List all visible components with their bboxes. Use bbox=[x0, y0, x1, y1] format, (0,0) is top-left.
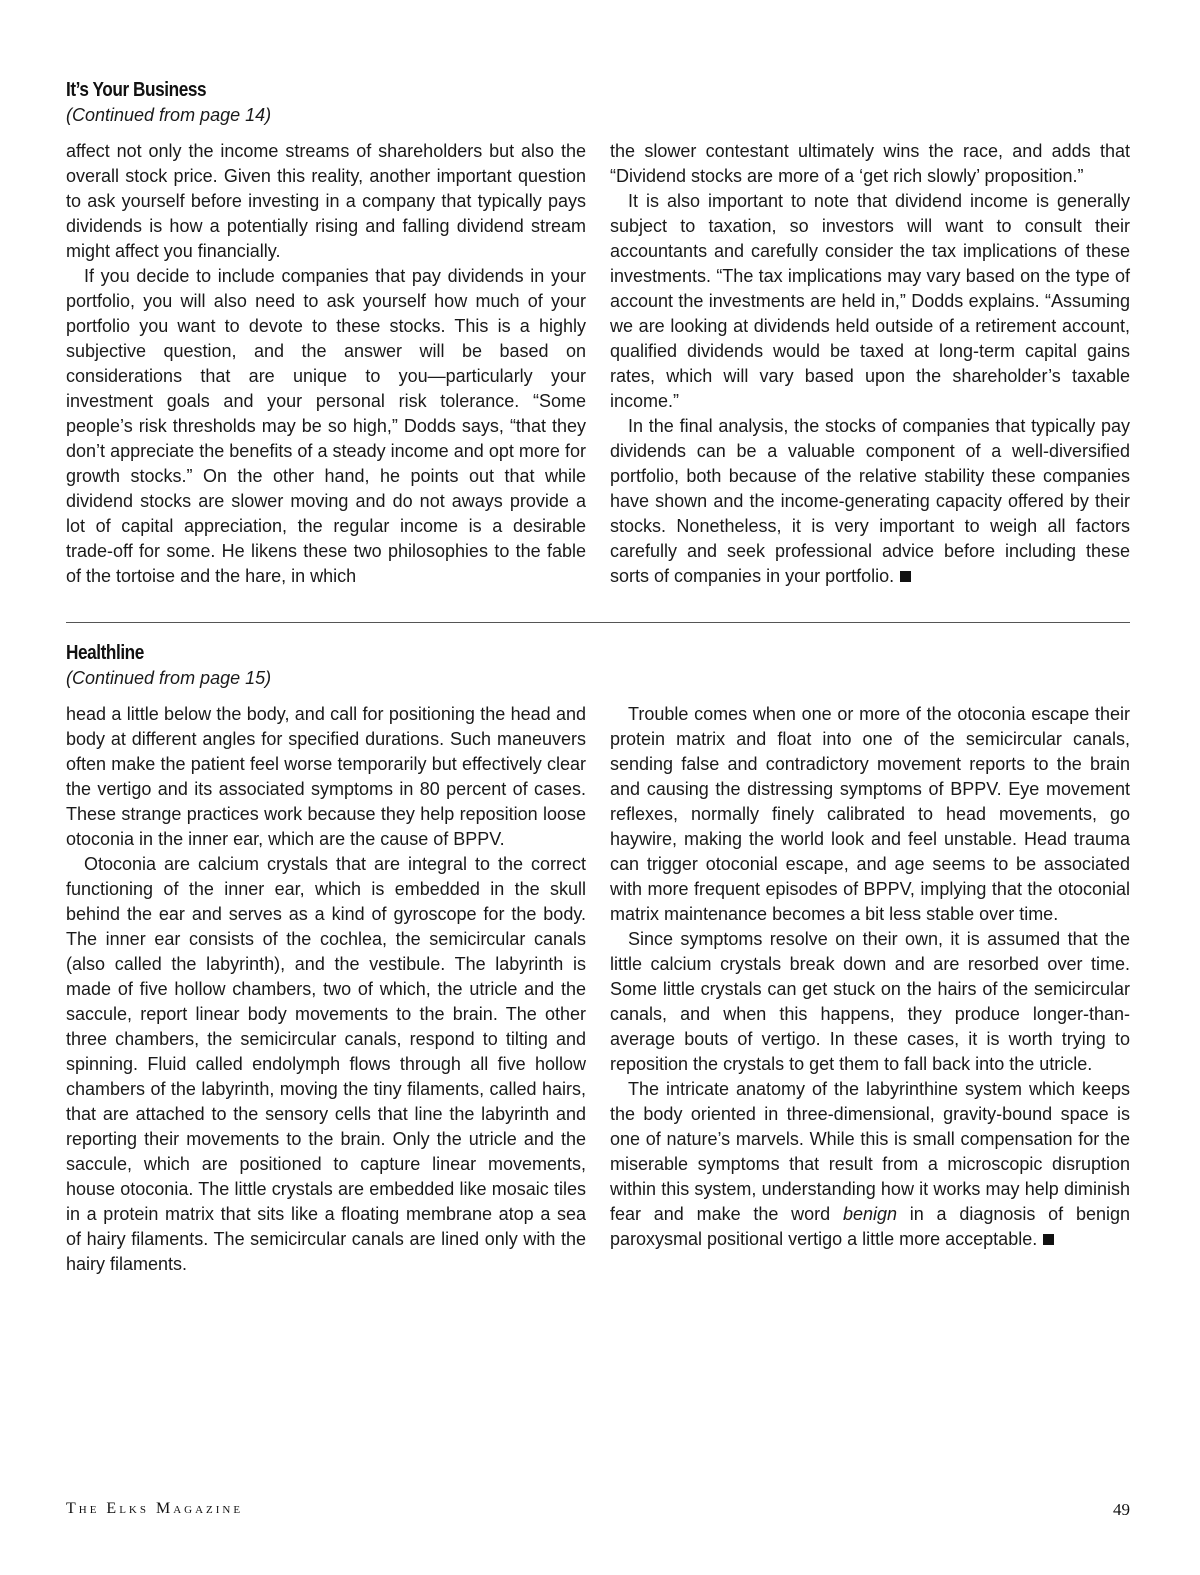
paragraph: Since symptoms resolve on their own, it is assumed that the little calcium crystals break down and are resorbed over time. Some little crystals can get stuck on the hairs of the semicircular canals, and when this happens, they produce longer-than-average bouts of vertigo. In these cases, it is worth trying to reposition the crystals to get them to fall back into the utricle. bbox=[610, 929, 1130, 1074]
paragraph: the slower contestant ultimately wins the race, and adds that “Dividend stocks are more of a ‘get rich slowly’ proposition.” bbox=[610, 141, 1130, 186]
article-title: Healthline bbox=[66, 642, 144, 664]
paragraph-final bbox=[610, 414, 1130, 589]
page-number: 49 bbox=[1113, 1500, 1130, 1519]
paragraph-final bbox=[610, 1077, 1130, 1252]
continued-note: (Continued from page 15) bbox=[66, 668, 272, 688]
article-healthline bbox=[66, 641, 1130, 1277]
paragraph-text: In the final analysis, the stocks of companies that typically pay dividends can be a valuable component of a well-diversified portfolio, both because of the relative stability these companies have shown and the income-generating capacity offered by their stocks. Nonetheless, it is very important to weigh all factors carefully and seek professional advice before including these sorts of companies in your portfolio. bbox=[610, 416, 1130, 586]
italic-word: benign bbox=[842, 1204, 898, 1224]
paragraph: head a little below the body, and call for positioning the head and body at different angles for specified durations. Such maneuvers often make the patient feel worse temporarily but effectively clear the vertigo and its associated symptoms in 80 percent of cases. These strange practices work because they help reposition loose otoconia in the inner ear, which are the cause of BPPV. bbox=[66, 704, 586, 849]
paragraph-text: The intricate anatomy of the labyrinthine system which keeps the body oriented in three-dimensional, gravity-bound space is one of nature’s marvels. While this is small compensation for the miserable symptoms that result from a microscopic disruption within this system, understanding how it works may help diminish fear and make the word bbox=[610, 1079, 1130, 1224]
paragraph: It is also important to note that dividend income is generally subject to taxation, so investors will want to consult their accountants and carefully consider the tax implications of these investments. “The tax implications may vary based on the type of account the investments are held in,” Dodds explains. “Assuming we are looking at dividends held outside of a retirement account, qualified dividends would be taxed at long-term capital gains rates, which will vary based upon the shareholder’s taxable income.” bbox=[610, 191, 1130, 411]
continued-note: (Continued from page 14) bbox=[66, 105, 272, 125]
paragraph-text: in a diagnosis of benign paroxysmal positional vertigo a little more acceptable. bbox=[610, 1204, 1130, 1249]
magazine-title: The Elks Magazine bbox=[66, 1500, 244, 1517]
article-its-your-business bbox=[66, 78, 1130, 589]
paragraph: If you decide to include companies that pay dividends in your portfolio, you will also need to ask yourself how much of your portfolio you want to devote to these stocks. This is a highly subjective question, and the answer will be based on considerations that are unique to you—particularly your investment goals and your personal risk tolerance. “Some people’s risk thresholds may be so high,” Dodds says, “that they don’t appreciate the benefits of a steady income and opt more for growth stocks.” On the other hand, he points out that while dividend stocks are slower moving and do not aways provide a lot of capital appreciation, the regular income is a desirable trade-off for some. He likens these two philosophies to the fable of the tortoise and the hare, in which bbox=[66, 266, 586, 586]
end-of-article-icon bbox=[900, 571, 911, 582]
end-of-article-icon bbox=[1043, 1234, 1054, 1245]
paragraph: affect not only the income streams of shareholders but also the overall stock price. Given this reality, another important question to ask yourself before investing in a company that typically pays dividends is how a potentially rising and falling dividend stream might affect you financially. bbox=[66, 141, 586, 261]
article-columns bbox=[66, 139, 1130, 589]
right-column bbox=[610, 139, 1130, 589]
article-columns bbox=[66, 702, 1130, 1277]
section-divider bbox=[66, 622, 1130, 623]
paragraph: Otoconia are calcium crystals that are integral to the correct functioning of the inner ear, which is embedded in the skull behind the ear and serves as a kind of gyroscope for the body. The inner ear consists of the cochlea, the semicircular canals (also called the labyrinth), and the vestibule. The labyrinth is made of five hollow chambers, two of which, the utricle and the saccule, report linear body movements to the brain. The other three chambers, the semicircular canals, respond to tilting and spinning. Fluid called endolymph flows through all five hollow chambers of the labyrinth, moving the tiny filaments, called hairs, that are attached to the sensory cells that line the labyrinth and reporting their movements to the brain. Only the utricle and the saccule, which are positioned to capture linear movements, house otoconia. The little crystals are embedded like mosaic tiles in a protein matrix that sits like a floating membrane atop a sea of hairy filaments. The semicircular canals are lined only with the hairy filaments. bbox=[66, 854, 586, 1274]
left-column bbox=[66, 702, 586, 1277]
right-column bbox=[610, 702, 1130, 1277]
paragraph: Trouble comes when one or more of the otoconia escape their protein matrix and float into one of the semicircular canals, sending false and contradictory movement reports to the brain and causing the distressing symptoms of BPPV. Eye movement reflexes, normally finely calibrated to head movements, go haywire, making the world look and feel unstable. Head trauma can trigger otoconial escape, and age seems to be associated with more frequent episodes of BPPV, implying that the otoconial matrix maintenance becomes a bit less stable over time. bbox=[610, 704, 1130, 924]
article-title: It’s Your Business bbox=[66, 79, 207, 101]
left-column bbox=[66, 139, 586, 589]
